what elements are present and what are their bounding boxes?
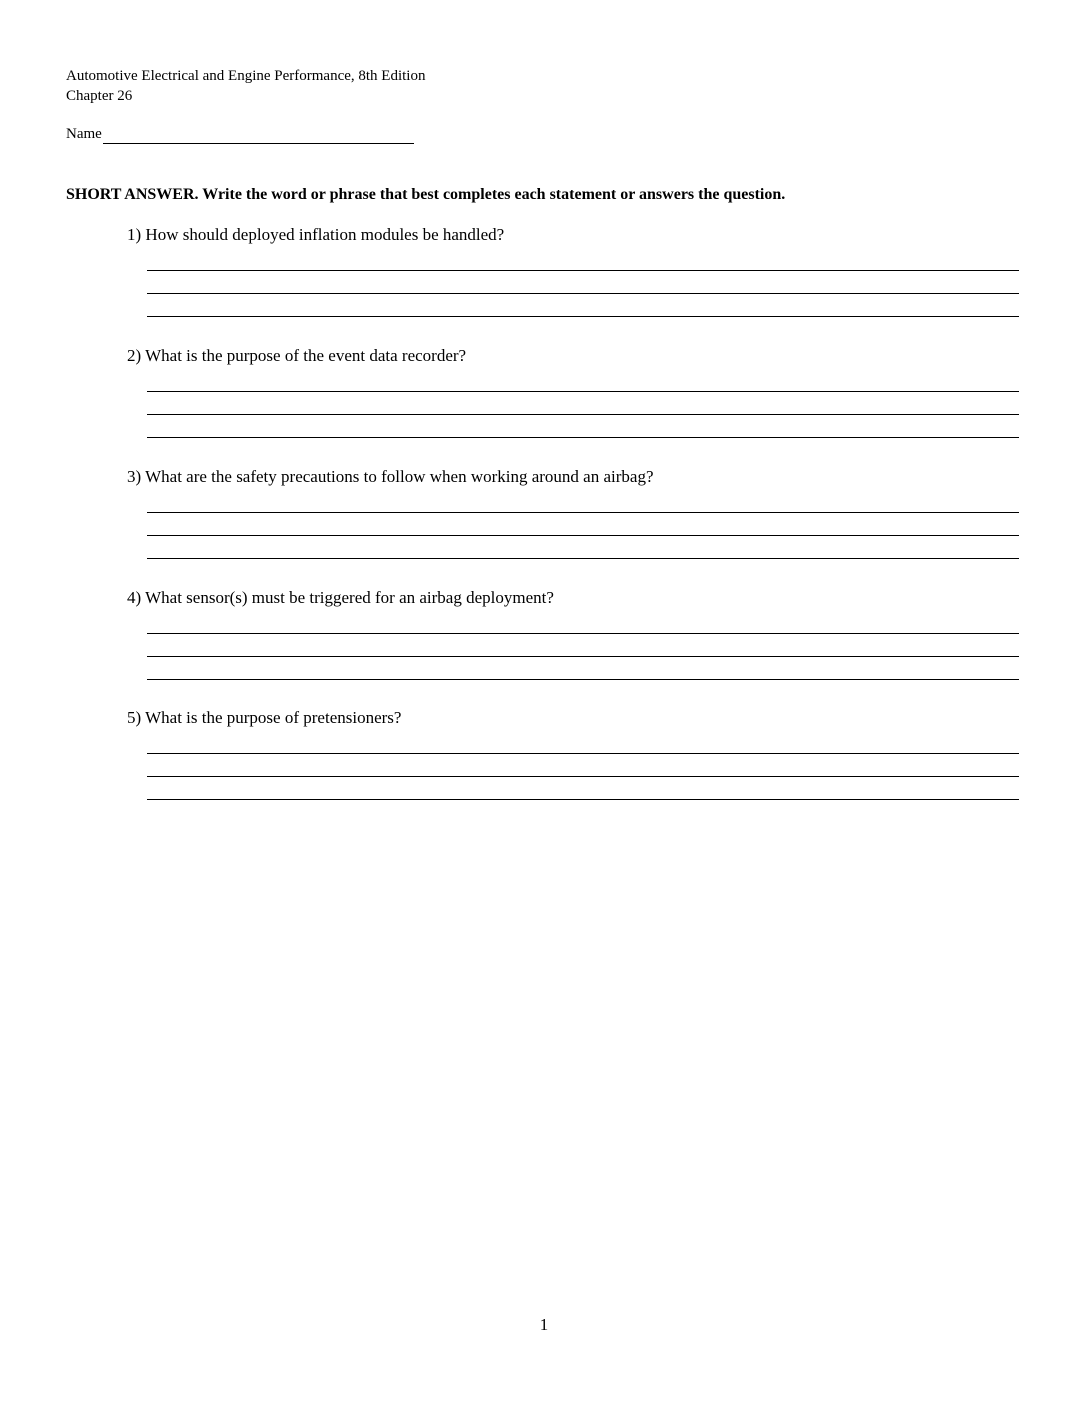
question-1 (127, 224, 1020, 246)
question-text: 1) How should deployed inflation modules be handled? (127, 225, 505, 244)
document-header (66, 66, 425, 106)
answer-line[interactable] (147, 293, 1019, 294)
name-blank-line[interactable] (103, 125, 414, 144)
answer-line[interactable] (147, 799, 1019, 800)
question-2 (127, 345, 1020, 367)
answer-line[interactable] (147, 316, 1019, 317)
name-label: Name (66, 126, 102, 142)
question-5 (127, 707, 1020, 729)
answer-line[interactable] (147, 535, 1019, 536)
book-title: Automotive Electrical and Engine Performance, 8th Edition (66, 68, 426, 84)
answer-line[interactable] (147, 391, 1019, 392)
answer-line[interactable] (147, 270, 1019, 271)
answer-line[interactable] (147, 656, 1019, 657)
answer-line[interactable] (147, 414, 1019, 415)
answer-line[interactable] (147, 776, 1019, 777)
answer-line[interactable] (147, 753, 1019, 754)
answer-line[interactable] (147, 512, 1019, 513)
question-text: 4) What sensor(s) must be triggered for an airbag deployment? (127, 588, 554, 607)
answer-line[interactable] (147, 558, 1019, 559)
answer-line[interactable] (147, 633, 1019, 634)
question-4 (127, 587, 1020, 609)
question-text: 5) What is the purpose of pretensioners? (127, 708, 402, 727)
answer-line[interactable] (147, 679, 1019, 680)
answer-line[interactable] (147, 437, 1019, 438)
question-text: 2) What is the purpose of the event data recorder? (127, 346, 467, 365)
section-instructions: SHORT ANSWER. Write the word or phrase that best completes each statement or answers the question. (66, 186, 786, 203)
chapter-label: Chapter 26 (66, 88, 133, 104)
name-field-row (66, 124, 414, 144)
question-3 (127, 466, 1020, 488)
question-text: 3) What are the safety precautions to follow when working around an airbag? (127, 467, 654, 486)
page-number: 1 (539, 1315, 549, 1334)
